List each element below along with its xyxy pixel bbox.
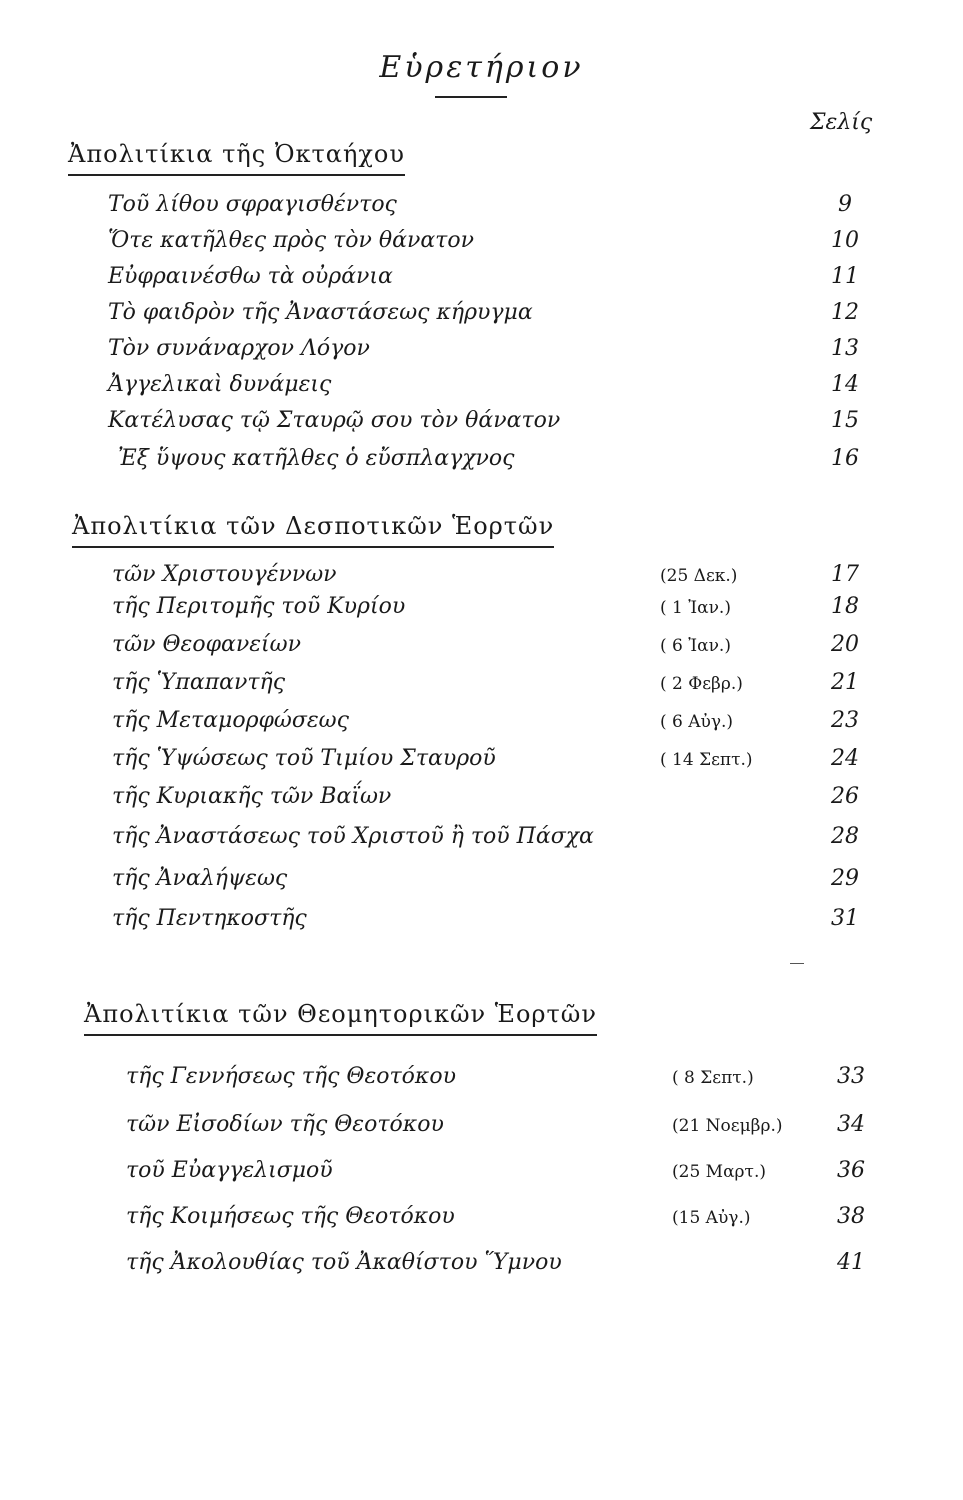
entry-title: Ἀγγελικαὶ δυνάμεις	[108, 372, 332, 397]
list-item	[0, 746, 963, 780]
page-number: 9	[838, 192, 852, 217]
feast-date: (25 Δεκ.)	[660, 566, 738, 586]
page-number: 18	[831, 594, 859, 619]
list-item	[0, 708, 963, 742]
entry-title: τῶν Εἰσοδίων τῆς Θεοτόκου	[126, 1112, 444, 1137]
page-column-label: Σελίς	[810, 110, 873, 135]
page-number: 21	[831, 670, 859, 695]
list-item	[0, 446, 963, 480]
list-item	[0, 670, 963, 704]
page-number: 17	[831, 562, 859, 587]
page-number: 14	[831, 372, 859, 397]
page-number: 20	[831, 632, 859, 657]
list-item	[0, 372, 963, 406]
entry-title: τῆς Μεταμορφώσεως	[112, 708, 349, 733]
section-heading: Ἀπολιτίκια τῶν Δεσποτικῶν Ἑορτῶν	[72, 512, 554, 548]
feast-date: (25 Μαρτ.)	[672, 1162, 766, 1182]
entry-title: Ἐξ ὕψους κατῆλθες ὁ εὔσπλαγχνος	[118, 446, 515, 471]
list-item	[0, 906, 963, 940]
page-number: 34	[837, 1112, 865, 1137]
entry-title: τῶν Χριστουγέννων	[112, 562, 337, 587]
page-number: 10	[831, 228, 859, 253]
entry-title: τῆς Ὑψώσεως τοῦ Τιμίου Σταυροῦ	[112, 746, 496, 771]
list-item	[0, 1204, 963, 1238]
entry-title: Τὸ φαιδρὸν τῆς Ἀναστάσεως κήρυγμα	[108, 300, 533, 325]
list-item	[0, 192, 963, 226]
entry-title: Εὐφραινέσθω τὰ οὐράνια	[108, 264, 393, 289]
page-title: Εὑρετήριον	[379, 50, 584, 85]
entry-title: τῆς Γεννήσεως τῆς Θεοτόκου	[126, 1064, 456, 1089]
section-heading: Ἀπολιτίκια τῶν Θεομητορικῶν Ἑορτῶν	[84, 1000, 597, 1036]
feast-date: (15 Αὐγ.)	[672, 1208, 751, 1228]
list-item	[0, 300, 963, 334]
feast-date: ( 8 Σεπτ.)	[672, 1068, 754, 1088]
page-number: 36	[837, 1158, 865, 1183]
list-item	[0, 1064, 963, 1098]
entry-title: τῆς Περιτομῆς τοῦ Κυρίου	[112, 594, 406, 619]
feast-date: ( 2 Φεβρ.)	[660, 674, 743, 694]
list-item	[0, 1112, 963, 1146]
list-item	[0, 824, 963, 858]
entry-title: Ὅτε κατῆλθες πρὸς τὸν θάνατον	[108, 228, 474, 253]
page-number: 11	[831, 264, 859, 289]
feast-date: ( 6 Αὐγ.)	[660, 712, 734, 732]
entry-title: τῆς Κοιμήσεως τῆς Θεοτόκου	[126, 1204, 455, 1229]
list-item	[0, 336, 963, 370]
list-item	[0, 562, 963, 596]
entry-title: Τὸν συνάναρχον Λόγον	[108, 336, 370, 361]
feast-date: ( 6 Ἰαν.)	[660, 636, 731, 656]
list-item	[0, 594, 963, 628]
entry-title: τῆς Ἀκολουθίας τοῦ Ἀκαθίστου Ὕμνου	[126, 1250, 562, 1275]
page-number: 33	[837, 1064, 865, 1089]
list-item	[0, 228, 963, 262]
list-item	[0, 1250, 963, 1284]
page-number: 16	[831, 446, 859, 471]
list-item	[0, 866, 963, 900]
page-number: 28	[831, 824, 859, 849]
feast-date: ( 14 Σεπτ.)	[660, 750, 753, 770]
page-number: 15	[831, 408, 859, 433]
list-item	[0, 264, 963, 298]
entry-title: τῆς Πεντηκοστῆς	[112, 906, 307, 931]
page-number: 23	[831, 708, 859, 733]
list-item	[0, 784, 963, 818]
entry-title: Τοῦ λίθου σφραγισθέντος	[108, 192, 397, 217]
page-number: 26	[831, 784, 859, 809]
page-number: 41	[837, 1250, 865, 1275]
list-item	[0, 1158, 963, 1192]
list-item	[0, 632, 963, 666]
page-number: 13	[831, 336, 859, 361]
feast-date: (21 Νοεμβρ.)	[672, 1116, 783, 1136]
section-heading: Ἀπολιτίκια τῆς Ὀκταήχου	[68, 140, 405, 176]
page-number: 38	[837, 1204, 865, 1229]
entry-title: Κατέλυσας τῷ Σταυρῷ σου τὸν θάνατον	[108, 408, 561, 433]
entry-title: τοῦ Εὐαγγελισμοῦ	[126, 1158, 333, 1183]
divider-mark	[790, 963, 804, 964]
entry-title: τῆς Ἀναστάσεως τοῦ Χριστοῦ ἢ τοῦ Πάσχα	[112, 824, 594, 849]
entry-title: τῆς Ἀναλήψεως	[112, 866, 288, 891]
page-number: 31	[831, 906, 859, 931]
page-number: 24	[831, 746, 859, 771]
feast-date: ( 1 Ἰαν.)	[660, 598, 731, 618]
entry-title: τῶν Θεοφανείων	[112, 632, 301, 657]
page-number: 29	[831, 866, 859, 891]
page-number: 12	[831, 300, 859, 325]
entry-title: τῆς Ὑπαπαντῆς	[112, 670, 286, 695]
list-item	[0, 408, 963, 442]
entry-title: τῆς Κυριακῆς τῶν Βαΐων	[112, 784, 392, 809]
title-underline	[435, 96, 507, 98]
